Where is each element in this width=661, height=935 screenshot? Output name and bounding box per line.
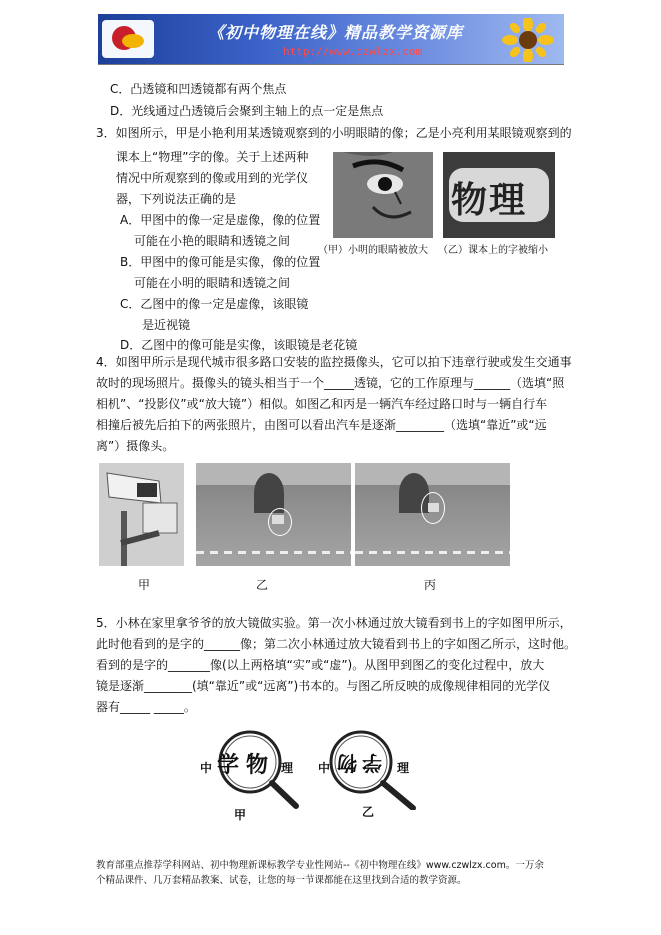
- q3-option-b-1: B．甲图中的像可能是实像，像的位置: [120, 255, 321, 269]
- q5-stem-3: 看到的是字的_______像(以上两格填“实”或“虚”)。从图甲到图乙的变化过程中，放大: [96, 658, 545, 672]
- q3-stem-4: 器，下列说法正确的是: [116, 192, 237, 206]
- q3-stem-3: 情况中所观察到的像或用到的光学仪: [116, 171, 309, 185]
- q3-option-d: D．乙图中的像可能是实像，该眼镜是老花镜: [120, 338, 358, 352]
- q3-caption-yi: （乙）课本上的字被缩小: [438, 245, 548, 256]
- q3-option-c-1: C．乙图中的像一定是虚像，该眼镜: [120, 297, 309, 311]
- header-divider: [98, 64, 564, 65]
- q5-stem-4: 镜是逐渐________(填“靠近”或“远离”)书本的。与图乙所反映的成像规律相同的光学仪: [96, 679, 551, 693]
- surveillance-camera-icon: [99, 463, 184, 566]
- header-banner: [98, 14, 564, 64]
- q5-right-zhong: 中: [318, 761, 331, 775]
- q4-stem-5: 离”）摄像头。: [96, 439, 175, 453]
- q4-image-jia: [99, 463, 184, 566]
- q3-option-b-2: 可能在小明的眼睛和透镜之间: [134, 276, 291, 290]
- q5-left-zhong: 中: [200, 761, 213, 775]
- q3-option-a-2: 可能在小艳的眼睛和透镜之间: [134, 234, 291, 248]
- footer-line-1: 教育部重点推荐学科网站、初中物理新课标教学专业性网站--《初中物理在线》www.czwlzx.com。一万余: [96, 860, 544, 871]
- banner-title: 《初中物理在线》精品教学资源库: [208, 23, 464, 42]
- q4-stem-2: 故时的现场照片。摄像头的镜头相当于一个_____透镜，它的工作原理与______（选填“照: [96, 376, 565, 390]
- sunflower-icon: [500, 18, 556, 62]
- q4-label-bing: 丙: [424, 578, 437, 592]
- q5-stem-2: 此时他看到的是字的______像；第二次小林通过放大镜看到书上的字如图乙所示，这时他。: [96, 637, 577, 651]
- q3-image-yi: [443, 152, 555, 238]
- q4-stem-3: 相机”、“投影仪”或“放大镜”）相似。如图乙和丙是一辆汽车经过路口时与一辆自行车: [96, 397, 548, 411]
- q3-stem-1: 3．如图所示，甲是小艳利用某透镜观察到的小明眼睛的像；乙是小亮利用某眼镜观察到的: [96, 126, 572, 140]
- q5-stem-5: 器有_____ _____。: [96, 700, 196, 714]
- q5-left-wu: 物: [246, 753, 269, 778]
- q5-left-label: 甲: [234, 808, 247, 822]
- q5-left-xue: 学: [217, 753, 240, 778]
- q3-option-c-2: 是近视镜: [142, 318, 191, 332]
- q5-right-li: 理: [397, 761, 410, 775]
- q3-option-a-1: A．甲图中的像一定是虚像，像的位置: [120, 213, 321, 227]
- footer-line-2: 个精品课件、几万套精品教案、试卷，让您的每一节课都能在这里找到合适的教学资源。: [96, 875, 467, 886]
- q2-option-c: C．凸透镜和凹透镜都有两个焦点: [110, 82, 287, 96]
- q4-label-yi: 乙: [256, 578, 269, 592]
- q4-image-bing: [355, 463, 510, 566]
- magnified-eye-icon: [333, 152, 433, 238]
- q5-right-xue: 学: [362, 751, 382, 775]
- q5-right-label: 乙: [362, 805, 375, 819]
- q3-stem-2: 课本上“物理”字的像。关于上述两种: [116, 150, 309, 164]
- q3-caption-jia: （甲）小明的眼睛被放大: [318, 245, 428, 256]
- q3-word: 物理: [451, 179, 528, 221]
- q4-label-jia: 甲: [138, 578, 151, 592]
- q5-stem-1: 5．小林在家里拿爷爷的放大镜做实验。第一次小林通过放大镜看到书上的字如图甲所示，: [96, 616, 572, 630]
- q4-stem-1: 4．如图甲所示是现代城市很多路口安装的监控摄像头，它可以拍下违章行驶或发生交通事: [96, 355, 572, 369]
- q5-right-wu: 物: [337, 751, 357, 775]
- q3-image-jia: [333, 152, 433, 238]
- q5-left-li: 理: [281, 761, 294, 775]
- banner-url[interactable]: http://www.czwlzx.com: [283, 45, 423, 58]
- q4-stem-4: 相撞后被先后拍下的两张照片，由图可以看出汽车是逐渐________（选填“靠近”或“远: [96, 418, 547, 432]
- q4-image-yi: [196, 463, 351, 566]
- site-logo: [102, 20, 154, 58]
- q2-option-d: D．光线通过凸透镜后会聚到主轴上的点一定是焦点: [110, 104, 384, 118]
